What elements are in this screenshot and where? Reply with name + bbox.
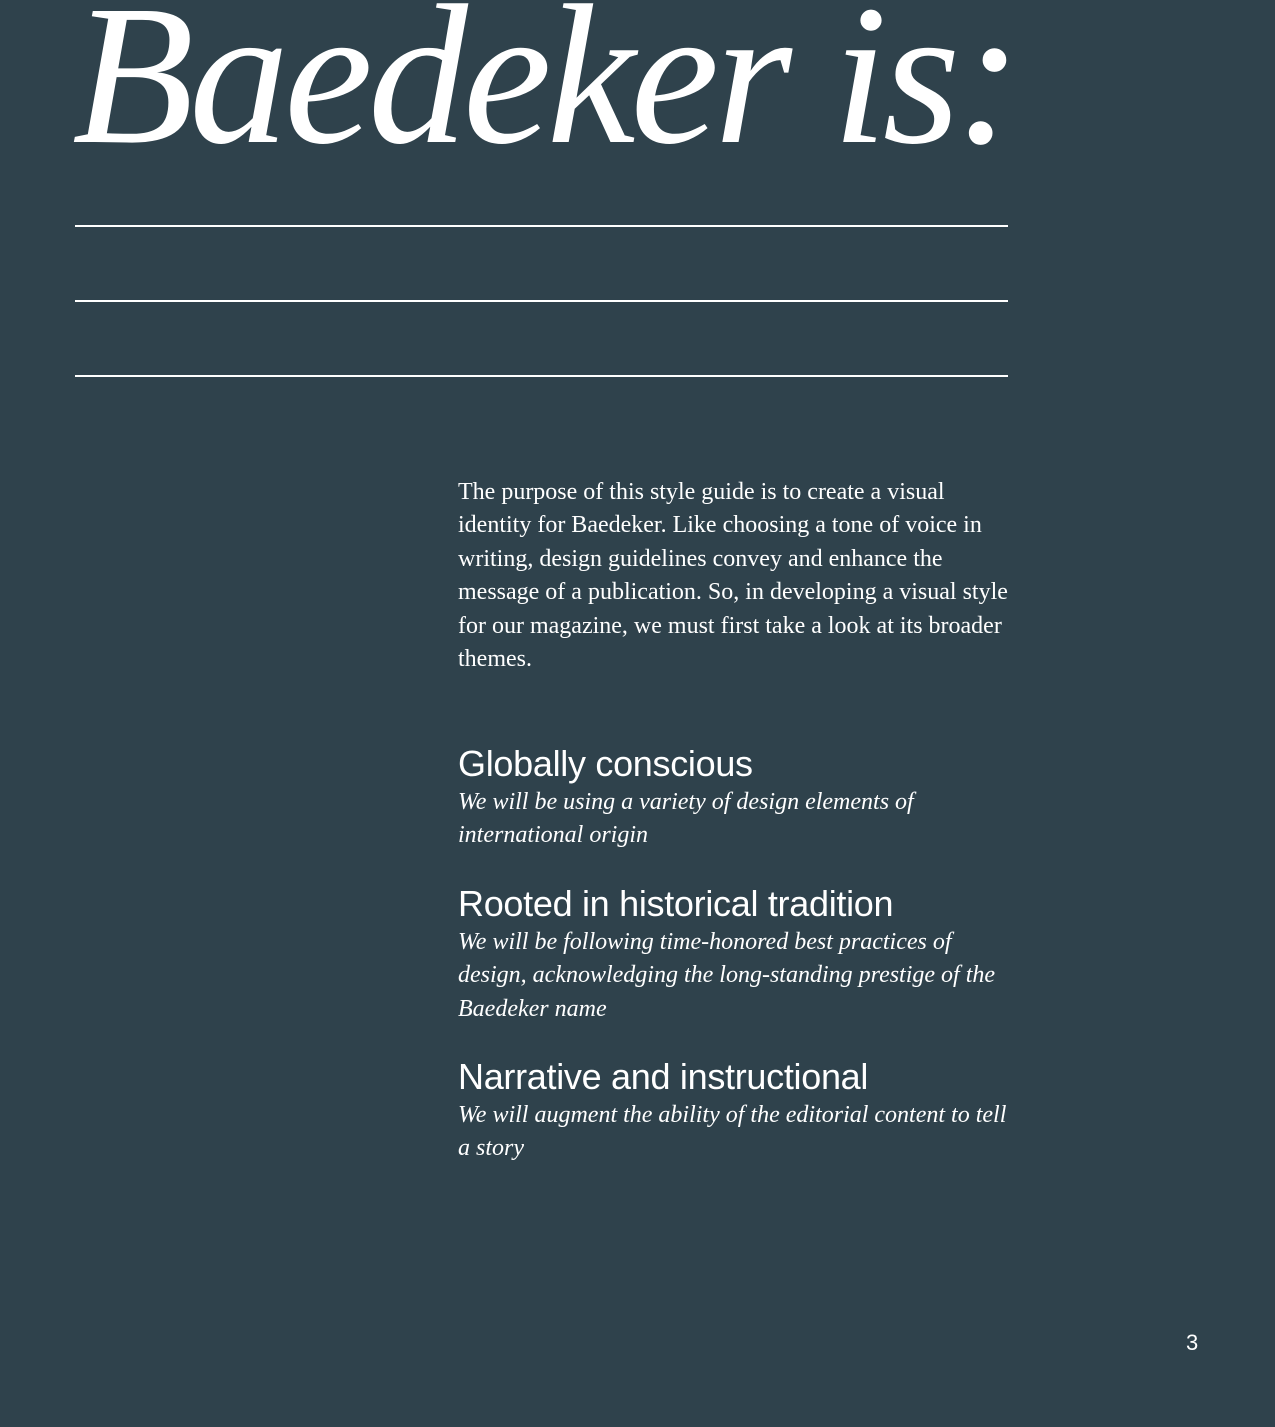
page-title: Baedeker is: — [72, 0, 1018, 186]
theme-item-global — [458, 742, 1018, 853]
theme-description: We will be following time-honored best practices of design, acknowledging the long-standing prestige of the Baedeker name — [458, 928, 996, 1022]
page-number: 3 — [1186, 1330, 1199, 1355]
theme-description: We will augment the ability of the editorial content to tell a story — [458, 1102, 1007, 1162]
theme-heading: Globally conscious — [458, 743, 753, 784]
theme-description: We will be using a variety of design elements of international origin — [458, 789, 914, 849]
divider-line — [75, 225, 1008, 227]
theme-heading: Narrative and instructional — [458, 1056, 869, 1098]
theme-item-narrative — [458, 1055, 1018, 1166]
theme-item-historical — [458, 882, 1018, 1026]
themes-list — [458, 742, 1018, 1195]
divider-line — [75, 300, 1008, 302]
divider-line — [75, 375, 1008, 377]
intro-paragraph: The purpose of this style guide is to create a visual identity for Baedeker. Like choosing a tone of voice in writing, design guidelines convey and enhance the message of a publication. So, in developing a visual style for our magazine, we must first take a look at its broader themes. — [458, 479, 1008, 673]
theme-heading: Rooted in historical tradition — [458, 882, 894, 924]
